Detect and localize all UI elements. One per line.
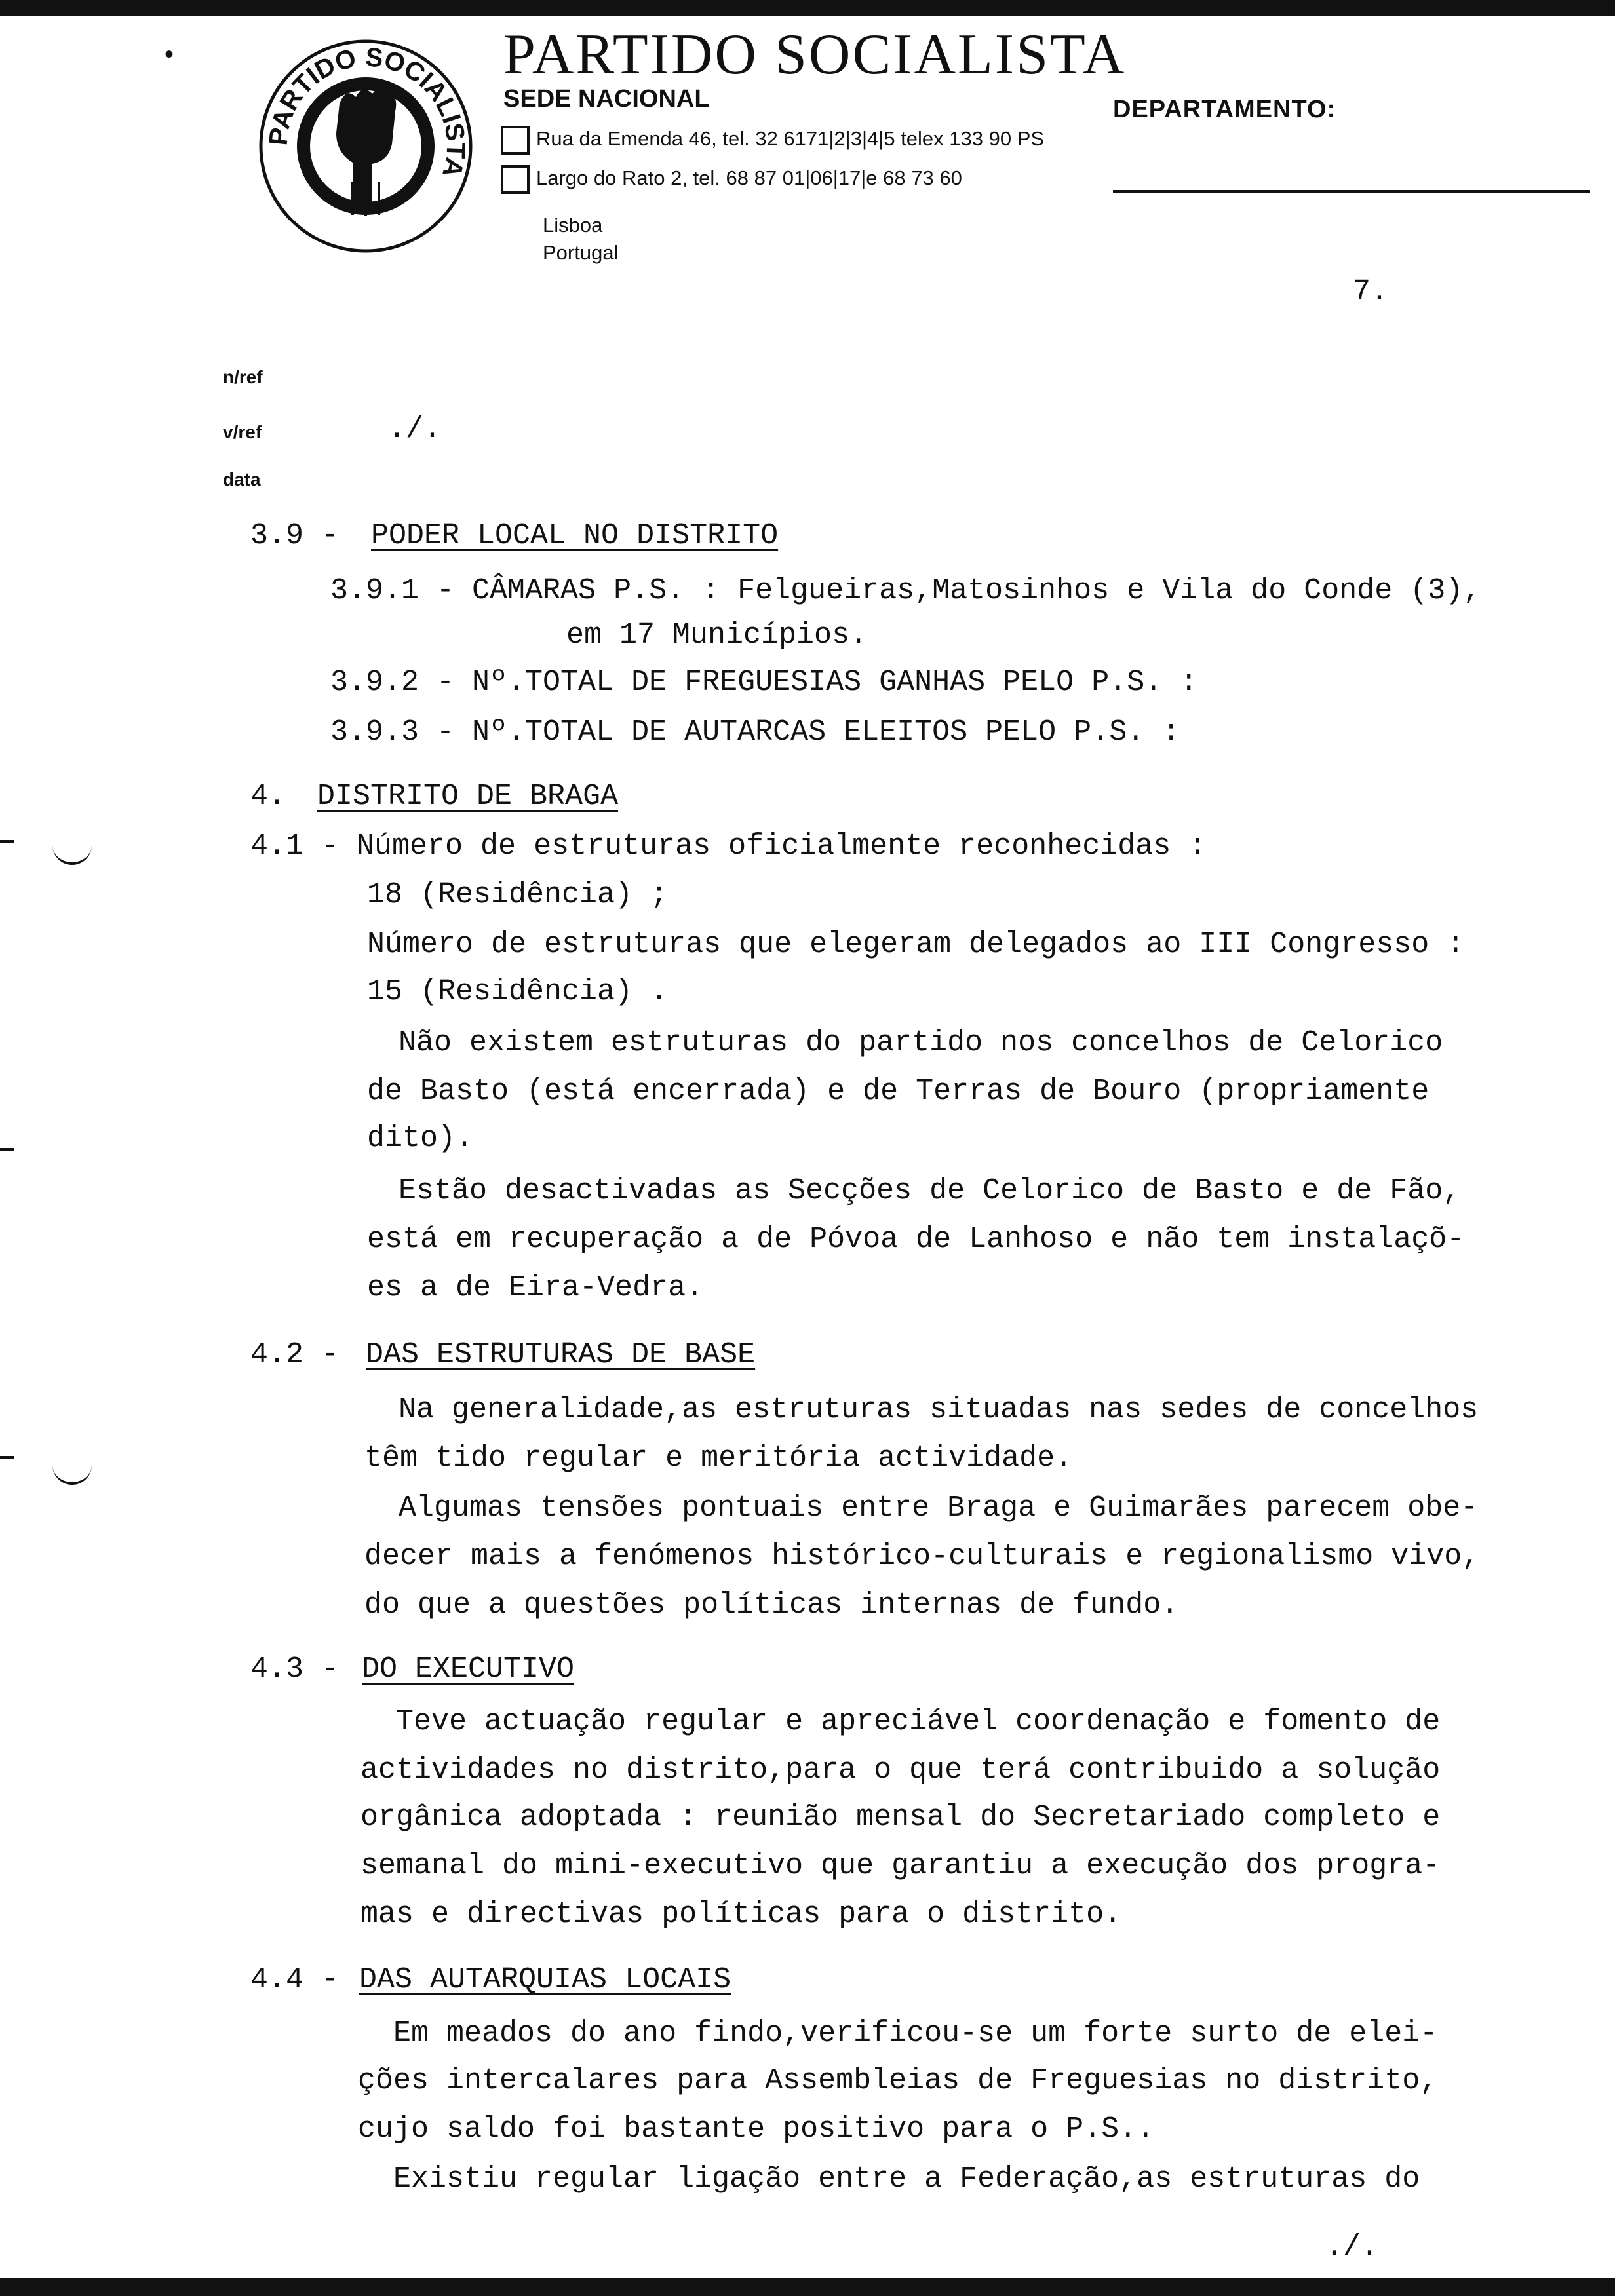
fold-mark-2	[52, 1465, 92, 1485]
section-4-1-para-2-line-3: es a de Eira-Vedra.	[367, 1271, 704, 1305]
section-4-3-number: 4.3 -	[250, 1653, 340, 1686]
section-4-3-line-2: actividades no distrito,para o que terá contribuido a solução	[360, 1753, 1441, 1787]
section-4-4-line-1: Em meados do ano findo,verificou-se um forte surto de elei-	[393, 2017, 1438, 2050]
section-4-1-para-1-line-3: dito).	[367, 1122, 474, 1155]
page-number: 7.	[1353, 275, 1389, 309]
section-4-1-para-1-line-2: de Basto (está encerrada) e de Terras de Bouro (propriamente	[367, 1075, 1430, 1108]
section-4-3-line-5: mas e directivas políticas para o distrito.	[360, 1898, 1122, 1931]
n-ref-label: n/ref	[223, 367, 263, 387]
checkbox-address-1[interactable]	[501, 126, 530, 155]
section-4-3-title: DO EXECUTIVO	[362, 1653, 575, 1686]
section-4-2-para-1-line-2: têm tido regular e meritória actividade.	[364, 1442, 1073, 1475]
country: Portugal	[543, 241, 619, 264]
section-3-9-number: 3.9 -	[250, 519, 340, 552]
punch-mark: •	[161, 42, 178, 71]
address-2-text: Largo do Rato 2, tel. 68 87 01|06|17|e 68 73 60	[536, 166, 962, 190]
margin-tick-3	[0, 1456, 14, 1459]
section-4-4-line-4: Existiu regular ligação entre a Federação,as estruturas do	[393, 2162, 1420, 2196]
section-4-2-para-1-line-1: Na generalidade,as estruturas situadas nas sedes de concelhos	[399, 1393, 1479, 1426]
party-logo	[254, 31, 477, 261]
v-ref-label: v/ref	[223, 422, 262, 442]
section-3-9-3: 3.9.3 - Nº.TOTAL DE AUTARCAS ELEITOS PELO P.S. :	[330, 716, 1180, 749]
data-label: data	[223, 469, 261, 489]
section-3-9-1-line-2: em 17 Municípios.	[566, 619, 868, 652]
section-4-title: DISTRITO DE BRAGA	[317, 780, 619, 813]
section-3-9-2: 3.9.2 - Nº.TOTAL DE FREGUESIAS GANHAS PELO P.S. :	[330, 666, 1198, 699]
section-4-4-number: 4.4 -	[250, 1963, 340, 1997]
section-4-1-line-4: 15 (Residência) .	[367, 975, 669, 1008]
city: Lisboa	[543, 214, 603, 237]
section-4-4-line-2: ções intercalares para Assembleias de Freguesias no distrito,	[358, 2064, 1438, 2097]
department-rule	[1113, 190, 1590, 193]
departamento-label: DEPARTAMENTO:	[1113, 96, 1336, 123]
address-1-text: Rua da Emenda 46, tel. 32 6171|2|3|4|5 telex 133 90 PS	[536, 127, 1045, 151]
section-4-2-number: 4.2 -	[250, 1338, 340, 1371]
continuation-mark: ./.	[1325, 2230, 1379, 2264]
section-4-3-line-3: orgânica adoptada : reunião mensal do Secretariado completo e	[360, 1801, 1441, 1834]
section-4-2-para-2-line-2: decer mais a fenómenos histórico-culturais e regionalismo vivo,	[364, 1540, 1480, 1573]
address-line-2	[501, 165, 962, 194]
section-3-9-title: PODER LOCAL NO DISTRITO	[371, 519, 779, 552]
fold-mark-1	[52, 845, 92, 865]
section-4-1-line-3: Número de estruturas que elegeram delegados ao III Congresso :	[367, 928, 1465, 961]
section-4-1-para-2-line-1: Estão desactivadas as Secções de Celorico de Basto e de Fão,	[399, 1174, 1461, 1208]
bottom-border	[0, 2278, 1615, 2296]
party-name: PARTIDO SOCIALISTA	[503, 23, 1127, 86]
address-line-1	[501, 126, 1044, 155]
section-4-1-line-2: 18 (Residência) ;	[367, 878, 669, 911]
section-4-1-line-1: 4.1 - Número de estruturas oficialmente reconhecidas :	[250, 830, 1207, 863]
v-ref-value: ./.	[388, 413, 442, 446]
section-4-1-para-2-line-2: está em recuperação a de Póvoa de Lanhoso e não tem instalaçõ-	[367, 1223, 1465, 1256]
logo-ring-text: PARTIDO SOCIALISTA	[263, 43, 471, 180]
checkbox-address-2[interactable]	[501, 165, 530, 194]
section-4-4-line-3: cujo saldo foi bastante positivo para o P.S..	[358, 2113, 1155, 2146]
section-4-4-title: DAS AUTARQUIAS LOCAIS	[359, 1963, 731, 1997]
section-4-number: 4.	[250, 780, 286, 813]
section-4-3-line-4: semanal do mini-executivo que garantiu a execução dos progra-	[360, 1849, 1441, 1883]
margin-tick-1	[0, 840, 14, 843]
top-border	[0, 0, 1615, 16]
margin-tick-2	[0, 1148, 14, 1151]
sede-nacional: SEDE NACIONAL	[503, 85, 710, 113]
section-4-2-title: DAS ESTRUTURAS DE BASE	[366, 1338, 756, 1371]
section-3-9-1-line-1: 3.9.1 - CÂMARAS P.S. : Felgueiras,Matosinhos e Vila do Conde (3),	[330, 574, 1481, 607]
section-4-2-para-2-line-3: do que a questões políticas internas de fundo.	[364, 1588, 1179, 1622]
section-4-3-line-1: Teve actuação regular e apreciável coordenação e fomento de	[396, 1705, 1441, 1738]
section-4-1-para-1-line-1: Não existem estruturas do partido nos concelhos de Celorico	[399, 1026, 1443, 1060]
section-4-2-para-2-line-1: Algumas tensões pontuais entre Braga e Guimarães parecem obe-	[399, 1491, 1479, 1525]
